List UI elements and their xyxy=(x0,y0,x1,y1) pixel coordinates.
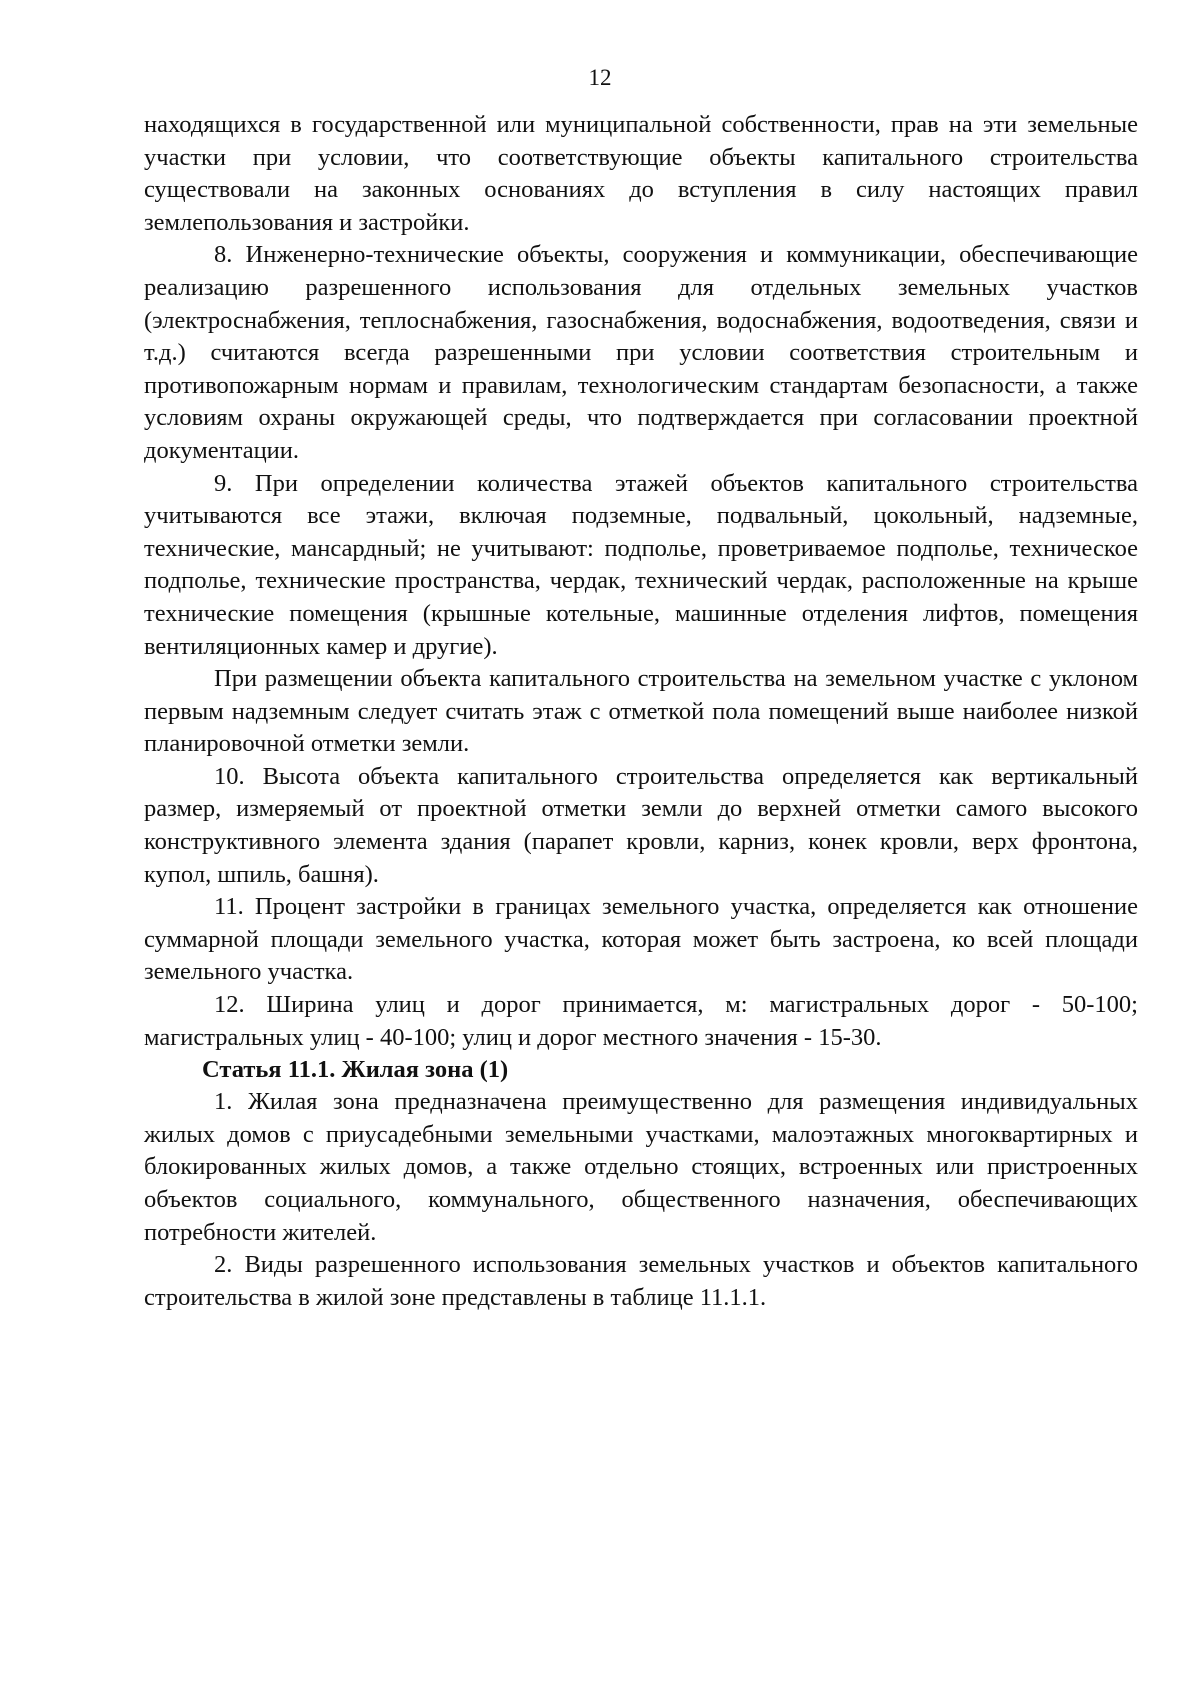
paragraph-item-12: 12. Ширина улиц и дорог принимается, м: магистральных дорог - 50-100; магистральных улиц - 40-100; улиц и дорог местного значения - 15-30. xyxy=(144,991,1138,1051)
document-body xyxy=(144,109,1138,1314)
paragraph-article-item-2: 2. Виды разрешенного использования земельных участков и объектов капитального строительства в жилой зоне представлены в таблице 11.1.1. xyxy=(144,1251,1138,1311)
paragraph-continuation: находящихся в государственной или муниципальной собственности, прав на эти земельные участки при условии, что соответствующие объекты капитального строительства существовали на законных основаниях до вступления в силу настоящих правил землепользования и застройки. xyxy=(144,111,1138,236)
article-heading: Статья 11.1. Жилая зона (1) xyxy=(202,1056,509,1084)
paragraph-item-8: 8. Инженерно-технические объекты, сооружения и коммуникации, обеспечивающие реализацию разрешенного использования для отдельных земельных участков (электроснабжения, теплоснабжения, газоснабжения, водоснабжения, водоотведения, связи и т.д.) считаются всегда разрешенными при условии соответствия строительным и противопожарным нормам и правилам, технологическим стандартам безопасности, а также условиям охраны окружающей среды, что подтверждается при согласовании проектной документации. xyxy=(144,241,1138,464)
paragraph-article-item-1: 1. Жилая зона предназначена преимущественно для размещения индивидуальных жилых домов с приусадебными земельными участками, малоэтажных многоквартирных и блокированных жилых домов, а также отдельно стоящих, встроенных или пристроенных объектов социального, коммунального, общественного назначения, обеспечивающих потребности жителей. xyxy=(144,1088,1138,1246)
paragraph-item-9: 9. При определении количества этажей объектов капитального строительства учитываются все этажи, включая подземные, подвальный, цокольный, надземные, технические, мансардный; не учитывают: подполье, проветриваемое подполье, техническое подполье, технические пространства, чердак, технический чердак, расположенные на крыше технические помещения (крышные котельные, машинные отделения лифтов, помещения вентиляционных камер и другие). xyxy=(144,469,1138,660)
page-number: 12 xyxy=(588,65,612,90)
paragraph-item-10: 10. Высота объекта капитального строительства определяется как вертикальный размер, измеряемый от проектной отметки земли до верхней отметки самого высокого конструктивного элемента здания (парапет кровли, карниз, конек кровли, верх фронтона, купол, шпиль, башня). xyxy=(144,762,1138,888)
paragraph-item-11: 11. Процент застройки в границах земельного участка, определяется как отношение суммарной площади земельного участка, которая может быть застроена, ко всей площади земельного участка. xyxy=(144,893,1138,986)
paragraph-slope-note: При размещении объекта капитального строительства на земельном участке с уклоном первым надземным следует считать этаж с отметкой пола помещений выше наиболее низкой планировочной отметки земли. xyxy=(144,665,1138,758)
